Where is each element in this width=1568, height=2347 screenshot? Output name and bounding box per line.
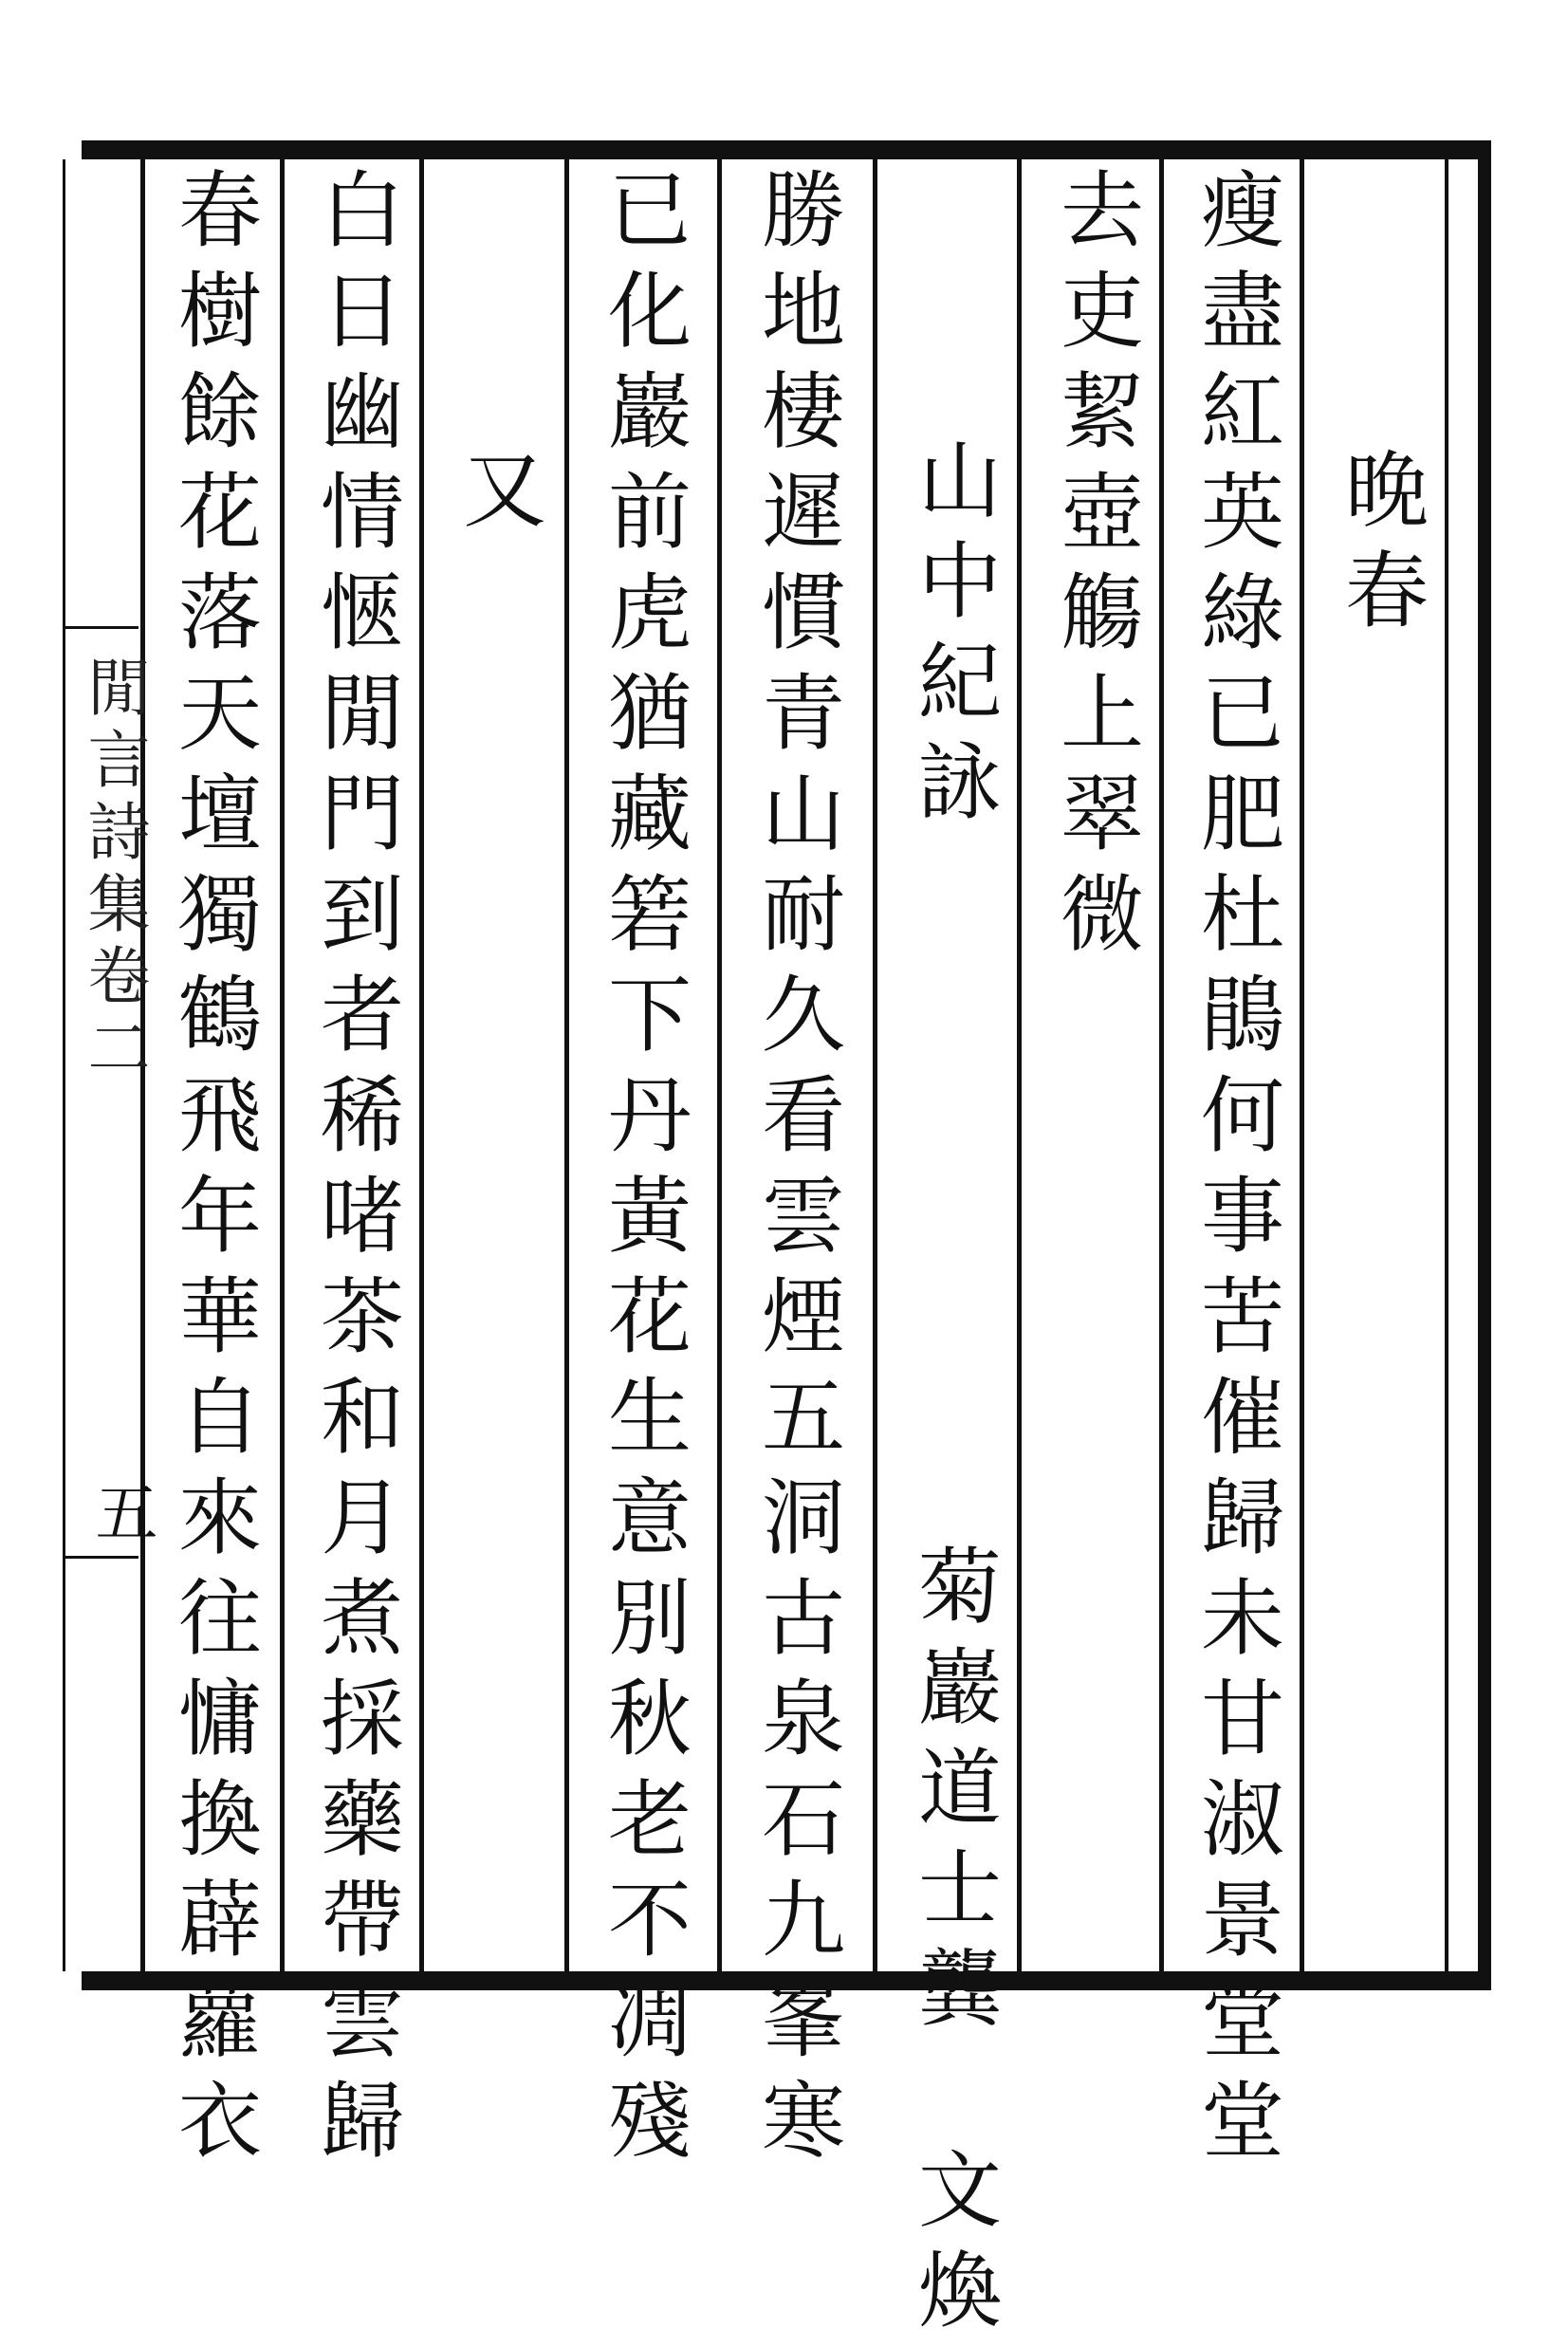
margin-line	[63, 159, 65, 1971]
text-column-poem-line-5: 白日幽情愜閒門到者稀啫茶和月煮採藥帶雲歸	[307, 166, 405, 2177]
margin-tick	[63, 1556, 138, 1559]
text-column-poem-line-2: 去吏絜壺觴上翠微	[1047, 166, 1145, 970]
margin-page-number: 五	[84, 1480, 157, 1543]
column-rule	[717, 159, 722, 1971]
margin-tick	[63, 626, 138, 629]
frame-inner-rule	[1445, 159, 1448, 1971]
column-rule	[873, 159, 877, 1971]
margin-title: 閒言詩集卷二	[77, 655, 150, 1087]
text-column-poem-line-3: 勝地棲遲慣青山耐久看雲煙五洞古泉石九峯寒	[748, 166, 846, 2177]
poem-title-you: 又	[450, 446, 547, 546]
poem-title-wanchun: 晚春	[1332, 446, 1430, 647]
text-column-poem-line-6: 春樹餘花落天壇獨鶴飛年華自來往慵換薜蘿衣	[165, 166, 263, 2177]
column-rule	[564, 159, 569, 1971]
poem-title-with-author: 山中紀詠 菊巖道士龔 文煥	[905, 436, 1003, 2347]
text-column-poem-line-1: 瘦盡紅英綠已肥杜鵑何事苦催歸未甘淑景堂堂	[1188, 166, 1285, 2177]
text-column-poem-line-4: 已化巖前虎猶藏箬下丹黃花生意別秋老不凋殘	[595, 166, 692, 2177]
